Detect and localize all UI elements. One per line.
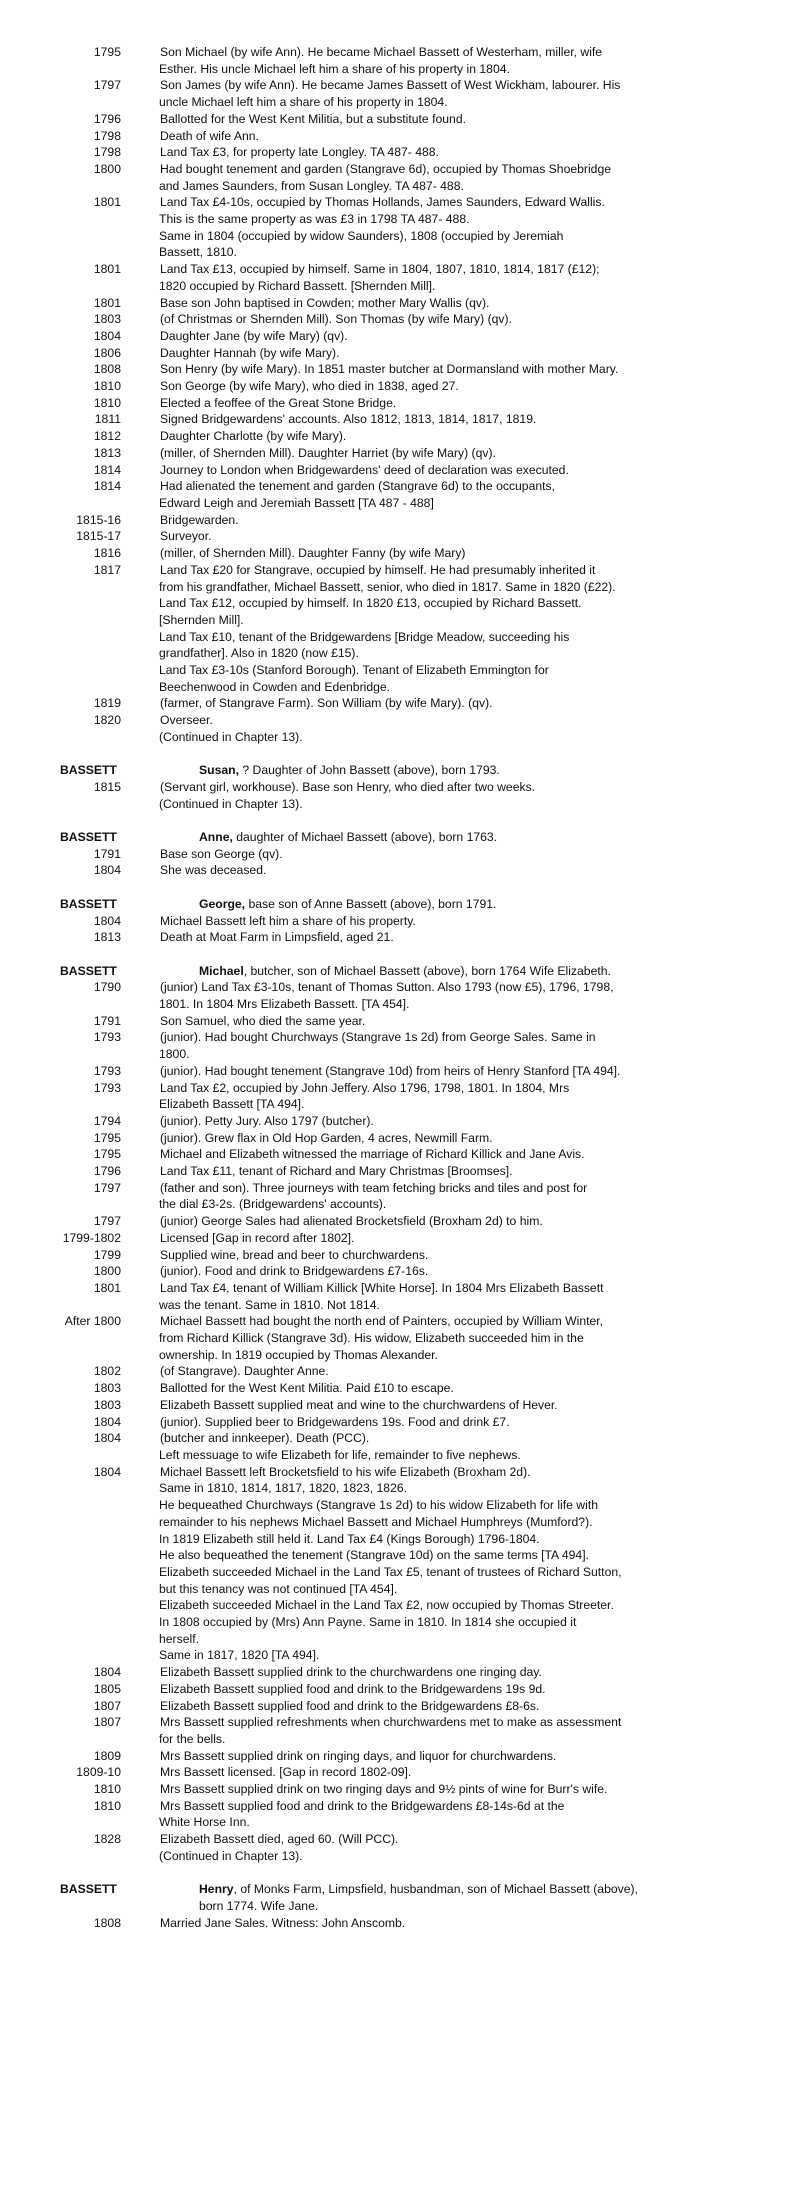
person-name: George, bbox=[199, 896, 246, 911]
entry-line bbox=[0, 862, 790, 879]
entry-line bbox=[0, 1597, 790, 1614]
entry-year: 1813 bbox=[93, 445, 121, 460]
entry-text-cont: the dial £3-2s. (Bridgewardens' accounts). bbox=[159, 1197, 387, 1212]
entry-text-cont: (Continued in Chapter 13). bbox=[159, 1848, 303, 1863]
entry-line bbox=[0, 846, 790, 863]
entry-year: 1804 bbox=[93, 913, 121, 928]
entry-line bbox=[0, 629, 790, 646]
entry-year: 1803 bbox=[93, 1381, 121, 1396]
entry-line bbox=[0, 445, 790, 462]
section-heading bbox=[0, 762, 790, 779]
surname: BASSETT bbox=[60, 763, 117, 778]
entry-line bbox=[0, 1213, 790, 1230]
entry-text: Surveyor. bbox=[160, 529, 212, 544]
entry-text-cont: 1820 occupied by Richard Bassett. [Shernden Mill]. bbox=[159, 278, 436, 293]
entry-text-cont: Same in 1817, 1820 [TA 494]. bbox=[159, 1648, 320, 1663]
entry-year: 1798 bbox=[93, 128, 121, 143]
entry-line bbox=[0, 1531, 790, 1548]
entry-text: Signed Bridgewardens' accounts. Also 1812, 1813, 1814, 1817, 1819. bbox=[160, 412, 537, 427]
person-name: Anne, bbox=[199, 830, 233, 845]
entry-line bbox=[0, 1764, 790, 1781]
entry-line bbox=[0, 528, 790, 545]
entry-line bbox=[0, 1915, 790, 1932]
entry-line bbox=[0, 1647, 790, 1664]
entry-line bbox=[0, 1814, 790, 1831]
entry-year: 1800 bbox=[93, 1264, 121, 1279]
entry-year: 1808 bbox=[93, 1915, 121, 1930]
entry-text: Land Tax £4, tenant of William Killick [White Horse]. In 1804 Mrs Elizabeth Bassett bbox=[160, 1280, 604, 1295]
entry-text: Michael Bassett had bought the north end of Painters, occupied by William Winter, bbox=[160, 1314, 604, 1329]
entry-year: 1809-10 bbox=[76, 1765, 121, 1780]
entry-text: Mrs Bassett supplied drink on two ringing days and 9½ pints of wine for Burr's wife. bbox=[160, 1782, 608, 1797]
entry-line bbox=[0, 679, 790, 696]
entry-year: 1806 bbox=[93, 345, 121, 360]
entry-text-cont: Left messuage to wife Elizabeth for life, remainder to five nephews. bbox=[159, 1448, 521, 1462]
entry-line bbox=[0, 128, 790, 145]
entry-text-cont: Same in 1810, 1814, 1817, 1820, 1823, 1826. bbox=[159, 1481, 408, 1496]
entry-text: Elizabeth Bassett supplied food and drink to the Bridgewardens 19s 9d. bbox=[160, 1681, 546, 1696]
entry-line bbox=[0, 1430, 790, 1447]
entry-text: She was deceased. bbox=[160, 863, 267, 878]
entry-year: 1802 bbox=[93, 1364, 121, 1379]
entry-line bbox=[0, 478, 790, 495]
entry-text-cont: remainder to his nephews Michael Bassett and Michael Humphreys (Mumford?). bbox=[159, 1514, 593, 1529]
entry-text: (junior). Had bought tenement (Stangrave 10d) from heirs of Henry Stanford [TA 494]. bbox=[160, 1063, 621, 1078]
entry-year: 1804 bbox=[93, 328, 121, 343]
entry-text: Son Samuel, who died the same year. bbox=[160, 1013, 366, 1028]
entry-text-cont: In 1819 Elizabeth still held it. Land Tax £4 (Kings Borough) 1796-1804. bbox=[159, 1531, 540, 1546]
entry-line bbox=[0, 61, 790, 78]
entry-line bbox=[0, 796, 790, 813]
entry-text: Base son George (qv). bbox=[160, 846, 283, 861]
entry-line bbox=[0, 395, 790, 412]
entry-line bbox=[0, 1130, 790, 1147]
entry-year: 1804 bbox=[93, 863, 121, 878]
entry-text: Mrs Bassett supplied drink on ringing days, and liquor for churchwardens. bbox=[160, 1748, 557, 1763]
entry-line bbox=[0, 428, 790, 445]
entry-text: Land Tax £4-10s, occupied by Thomas Hollands, James Saunders, Edward Wallis. bbox=[160, 195, 605, 210]
entry-text-cont: White Horse Inn. bbox=[159, 1815, 250, 1830]
entry-line bbox=[0, 44, 790, 61]
entry-year: 1796 bbox=[93, 1164, 121, 1179]
entry-year: 1791 bbox=[93, 1013, 121, 1028]
entry-text: Son Henry (by wife Mary). In 1851 master butcher at Dormansland with mother Mary. bbox=[160, 362, 619, 377]
entry-line bbox=[0, 1146, 790, 1163]
entry-text: (father and son). Three journeys with team fetching bricks and tiles and post for bbox=[160, 1180, 588, 1195]
entry-year: 1799-1802 bbox=[62, 1230, 121, 1245]
entry-line bbox=[0, 979, 790, 996]
entry-line bbox=[0, 1247, 790, 1264]
entry-text-cont: (Continued in Chapter 13). bbox=[159, 796, 303, 811]
entry-text: Bridgewarden. bbox=[160, 512, 239, 527]
person-description: , butcher, son of Michael Bassett (above), born 1764 Wife Elizabeth. bbox=[243, 963, 611, 978]
entry-text: Michael and Elizabeth witnessed the marriage of Richard Killick and Jane Avis. bbox=[160, 1147, 585, 1162]
heading-text bbox=[199, 896, 790, 913]
entry-text: Married Jane Sales. Witness: John Anscomb. bbox=[160, 1915, 406, 1930]
entry-text: Michael Bassett left Brocketsfield to his wife Elizabeth (Broxham 2d). bbox=[160, 1464, 531, 1479]
entry-text-cont: was the tenant. Same in 1810. Not 1814. bbox=[159, 1297, 380, 1312]
entry-text: (farmer, of Stangrave Farm). Son William (by wife Mary). (qv). bbox=[160, 696, 493, 711]
entry-line bbox=[0, 94, 790, 111]
entry-text-cont: Land Tax £3-10s (Stanford Borough). Tenant of Elizabeth Emmington for bbox=[159, 663, 549, 678]
entry-year: 1816 bbox=[93, 546, 121, 561]
entry-line bbox=[0, 512, 790, 529]
surname: BASSETT bbox=[60, 1882, 117, 1897]
entry-line bbox=[0, 1046, 790, 1063]
entry-year: 1798 bbox=[93, 145, 121, 160]
entry-text-cont: but this tenancy was not continued [TA 454]. bbox=[159, 1581, 398, 1596]
entry-section bbox=[0, 896, 790, 946]
entry-line bbox=[0, 1230, 790, 1247]
entry-year: 1796 bbox=[93, 111, 121, 126]
entry-text-cont: grandfather]. Also in 1820 (now £15). bbox=[159, 646, 359, 661]
entry-line bbox=[0, 144, 790, 161]
entry-text: Mrs Bassett licensed. [Gap in record 1802-09]. bbox=[160, 1765, 412, 1780]
entry-text-cont: [Shernden Mill]. bbox=[159, 612, 244, 627]
entry-year: 1808 bbox=[93, 362, 121, 377]
entry-line bbox=[0, 194, 790, 211]
entry-year: 1803 bbox=[93, 312, 121, 327]
entry-text: Elizabeth Bassett died, aged 60. (Will PCC). bbox=[160, 1832, 399, 1847]
entry-year: 1809 bbox=[93, 1748, 121, 1763]
entry-text: Land Tax £11, tenant of Richard and Mary Christmas [Broomses]. bbox=[160, 1164, 513, 1179]
entry-text-cont: Bassett, 1810. bbox=[159, 245, 237, 260]
entry-text: Licensed [Gap in record after 1802]. bbox=[160, 1230, 355, 1245]
entry-text-cont: He also bequeathed the tenement (Stangrave 10d) on the same terms [TA 494]. bbox=[159, 1548, 589, 1563]
entry-line bbox=[0, 1263, 790, 1280]
entry-text-cont: Land Tax £12, occupied by himself. In 1820 £13, occupied by Richard Bassett. bbox=[159, 596, 582, 611]
entry-year: 1801 bbox=[93, 195, 121, 210]
entry-line bbox=[0, 311, 790, 328]
entry-year: 1804 bbox=[93, 1665, 121, 1680]
entry-line bbox=[0, 1080, 790, 1097]
section-heading bbox=[0, 963, 790, 980]
entry-text: Michael Bassett left him a share of his property. bbox=[160, 913, 416, 928]
entry-line bbox=[0, 411, 790, 428]
entry-text: (miller, of Shernden Mill). Daughter Harriet (by wife Mary) (qv). bbox=[160, 445, 496, 460]
entry-text: Land Tax £13, occupied by himself. Same in 1804, 1807, 1810, 1814, 1817 (£12); bbox=[160, 262, 600, 277]
entry-text-cont: This is the same property as was £3 in 1798 TA 487- 488. bbox=[159, 212, 470, 227]
entry-line bbox=[0, 1664, 790, 1681]
entry-text: (Servant girl, workhouse). Base son Henry, who died after two weeks. bbox=[160, 779, 536, 794]
entry-year: 1807 bbox=[93, 1698, 121, 1713]
entry-text: Ballotted for the West Kent Militia, but a substitute found. bbox=[160, 111, 466, 126]
entry-line bbox=[0, 361, 790, 378]
entry-text: Journey to London when Bridgewardens' deed of declaration was executed. bbox=[160, 462, 569, 477]
entry-year: 1810 bbox=[93, 395, 121, 410]
entry-text-cont: Land Tax £10, tenant of the Bridgewardens [Bridge Meadow, succeeding his bbox=[159, 629, 570, 644]
entry-text: (butcher and innkeeper). Death (PCC). bbox=[160, 1431, 370, 1446]
section-heading bbox=[0, 1881, 790, 1914]
entry-text-cont: 1801. In 1804 Mrs Elizabeth Bassett. [TA 454]. bbox=[159, 997, 410, 1012]
entry-line bbox=[0, 712, 790, 729]
entry-line bbox=[0, 345, 790, 362]
entry-year: 1811 bbox=[94, 412, 121, 427]
entry-text: Elizabeth Bassett supplied drink to the churchwardens one ringing day. bbox=[160, 1665, 542, 1680]
entry-line bbox=[0, 462, 790, 479]
person-description: ? Daughter of John Bassett (above), born 1793. bbox=[238, 763, 500, 778]
entry-line bbox=[0, 1013, 790, 1030]
entry-text: Had bought tenement and garden (Stangrave 6d), occupied by Thomas Shoebridge bbox=[160, 161, 612, 176]
entry-line bbox=[0, 1831, 790, 1848]
entry-text-cont: Elizabeth Bassett [TA 494]. bbox=[159, 1097, 305, 1112]
entry-text-cont: 1800. bbox=[159, 1047, 190, 1062]
entry-line bbox=[0, 495, 790, 512]
entry-section bbox=[0, 829, 790, 879]
entry-text: Daughter Charlotte (by wife Mary). bbox=[160, 429, 347, 444]
entry-year: 1813 bbox=[93, 930, 121, 945]
entry-line bbox=[0, 1380, 790, 1397]
entry-line bbox=[0, 1698, 790, 1715]
entry-year: 1817 bbox=[93, 562, 121, 577]
entry-line bbox=[0, 1514, 790, 1531]
entry-text: (junior). Grew flax in Old Hop Garden, 4 acres, Newmill Farm. bbox=[160, 1130, 493, 1145]
entry-year: 1828 bbox=[93, 1832, 121, 1847]
person-name: Susan, bbox=[199, 763, 239, 778]
person-name: Henry bbox=[199, 1882, 234, 1897]
entry-text: Ballotted for the West Kent Militia. Paid £10 to escape. bbox=[160, 1381, 454, 1396]
entry-text: Had alienated the tenement and garden (Stangrave 6d) to the occupants, bbox=[160, 479, 556, 494]
entry-text-cont: from his grandfather, Michael Bassett, senior, who died in 1817. Same in 1820 (£22). bbox=[159, 579, 616, 594]
entry-line bbox=[0, 378, 790, 395]
entry-line bbox=[0, 1063, 790, 1080]
entry-year: 1804 bbox=[93, 1464, 121, 1479]
entry-text: Son James (by wife Ann). He became James Bassett of West Wickham, labourer. His bbox=[160, 78, 621, 93]
entry-text: (junior) Land Tax £3-10s, tenant of Thomas Sutton. Also 1793 (now £5), 1796, 1798, bbox=[160, 980, 614, 995]
person-description: daughter of Michael Bassett (above), born 1763. bbox=[232, 830, 498, 845]
entry-line bbox=[0, 1414, 790, 1431]
section-heading bbox=[0, 829, 790, 846]
entry-line bbox=[0, 1029, 790, 1046]
entry-year: 1815-17 bbox=[76, 529, 121, 544]
entry-line bbox=[0, 1397, 790, 1414]
entry-year: 1812 bbox=[93, 429, 121, 444]
entry-year: 1819 bbox=[93, 696, 121, 711]
entry-year: 1804 bbox=[93, 1431, 121, 1446]
entry-year: 1797 bbox=[93, 78, 121, 93]
entry-year: 1807 bbox=[93, 1715, 121, 1730]
entry-line bbox=[0, 1564, 790, 1581]
entry-line bbox=[0, 295, 790, 312]
entry-text-cont: from Richard Killick (Stangrave 3d). His widow, Elizabeth succeeded him in the bbox=[159, 1331, 584, 1346]
entry-line bbox=[0, 244, 790, 261]
entry-line bbox=[0, 1547, 790, 1564]
entry-line bbox=[0, 77, 790, 94]
entry-year: 1814 bbox=[93, 462, 121, 477]
entry-section bbox=[0, 963, 790, 1865]
entry-text: Elizabeth Bassett supplied food and drink to the Bridgewardens £8-6s. bbox=[160, 1698, 540, 1713]
entry-year: 1799 bbox=[93, 1247, 121, 1262]
entry-line bbox=[0, 562, 790, 579]
entry-line bbox=[0, 1497, 790, 1514]
entry-line bbox=[0, 612, 790, 629]
entry-line bbox=[0, 1163, 790, 1180]
entry-line bbox=[0, 545, 790, 562]
entry-line bbox=[0, 1363, 790, 1380]
entry-text-cont: He bequeathed Churchways (Stangrave 1s 2d) to his widow Elizabeth for life with bbox=[159, 1498, 598, 1513]
entry-line bbox=[0, 1313, 790, 1330]
entry-section bbox=[0, 44, 790, 746]
entry-year: 1794 bbox=[93, 1113, 121, 1128]
entry-text: Son Michael (by wife Ann). He became Michael Bassett of Westerham, miller, wife bbox=[160, 45, 603, 59]
entry-year: 1791 bbox=[93, 846, 121, 861]
heading-text bbox=[199, 762, 790, 779]
surname: BASSETT bbox=[60, 896, 117, 911]
entry-line bbox=[0, 1798, 790, 1815]
surname: BASSETT bbox=[60, 830, 117, 845]
section-heading bbox=[0, 896, 790, 913]
entry-year: 1815-16 bbox=[76, 512, 121, 527]
entry-line bbox=[0, 1581, 790, 1598]
entry-text: Daughter Jane (by wife Mary) (qv). bbox=[160, 328, 348, 343]
entry-year: 1797 bbox=[93, 1214, 121, 1229]
heading-text bbox=[199, 829, 790, 846]
entry-text: (miller, of Shernden Mill). Daughter Fanny (by wife Mary) bbox=[160, 546, 466, 561]
entry-line bbox=[0, 261, 790, 278]
entry-line bbox=[0, 1681, 790, 1698]
entry-text-cont: and James Saunders, from Susan Longley. TA 487- 488. bbox=[159, 178, 464, 193]
entry-line bbox=[0, 929, 790, 946]
entry-text-cont: Elizabeth succeeded Michael in the Land Tax £2, now occupied by Thomas Streeter. bbox=[159, 1598, 614, 1613]
entry-text: (of Stangrave). Daughter Anne. bbox=[160, 1364, 329, 1379]
entry-line bbox=[0, 1096, 790, 1113]
entry-year: 1790 bbox=[93, 980, 121, 995]
entry-text: (of Christmas or Shernden Mill). Son Thomas (by wife Mary) (qv). bbox=[160, 312, 512, 327]
entry-line bbox=[0, 579, 790, 596]
entry-text: Death of wife Ann. bbox=[160, 128, 259, 143]
entry-year: 1793 bbox=[93, 1080, 121, 1095]
entry-text-cont: Edward Leigh and Jeremiah Bassett [TA 487 - 488] bbox=[159, 495, 434, 510]
entry-text: Elected a feoffee of the Great Stone Bridge. bbox=[160, 395, 397, 410]
entry-text: (junior) George Sales had alienated Brocketsfield (Broxham 2d) to him. bbox=[160, 1214, 543, 1229]
entry-year: 1805 bbox=[93, 1681, 121, 1696]
entry-line bbox=[0, 1180, 790, 1197]
heading-text bbox=[199, 963, 790, 980]
surname: BASSETT bbox=[60, 963, 117, 978]
entry-year: 1800 bbox=[93, 161, 121, 176]
entry-text: Elizabeth Bassett supplied meat and wine to the churchwardens of Hever. bbox=[160, 1397, 558, 1412]
entry-line bbox=[0, 645, 790, 662]
entry-text: (junior). Had bought Churchways (Stangrave 1s 2d) from George Sales. Same in bbox=[160, 1030, 596, 1045]
entry-year: 1797 bbox=[93, 1180, 121, 1195]
person-description: base son of Anne Bassett (above), born 1791. bbox=[245, 896, 497, 911]
entry-line bbox=[0, 1480, 790, 1497]
entry-text: Son George (by wife Mary), who died in 1838, aged 27. bbox=[160, 379, 459, 394]
entry-line bbox=[0, 1731, 790, 1748]
entry-line bbox=[0, 278, 790, 295]
entry-year: After 1800 bbox=[64, 1314, 121, 1329]
entry-line bbox=[0, 161, 790, 178]
entry-year: 1795 bbox=[93, 1130, 121, 1145]
entry-text: (junior). Food and drink to Bridgewardens £7-16s. bbox=[160, 1264, 429, 1279]
entry-text: Mrs Bassett supplied food and drink to the Bridgewardens £8-14s-6d at the bbox=[160, 1798, 565, 1813]
entry-line bbox=[0, 595, 790, 612]
entry-text: Land Tax £20 for Stangrave, occupied by himself. He had presumably inherited it bbox=[160, 562, 596, 577]
entry-year: 1810 bbox=[93, 1798, 121, 1813]
entry-text-cont: uncle Michael left him a share of his property in 1804. bbox=[159, 95, 448, 110]
entry-line bbox=[0, 1196, 790, 1213]
entry-text: Supplied wine, bread and beer to churchwardens. bbox=[160, 1247, 429, 1262]
entry-line bbox=[0, 913, 790, 930]
entry-year: 1801 bbox=[93, 262, 121, 277]
heading-text bbox=[199, 1881, 790, 1914]
person-name: Michael bbox=[199, 963, 244, 978]
entry-text-cont: ownership. In 1819 occupied by Thomas Alexander. bbox=[159, 1347, 438, 1362]
entry-text: Land Tax £3, for property late Longley. TA 487- 488. bbox=[160, 145, 439, 160]
entry-line bbox=[0, 1464, 790, 1481]
entry-year: 1793 bbox=[93, 1063, 121, 1078]
entry-line bbox=[0, 662, 790, 679]
entry-year: 1801 bbox=[93, 1280, 121, 1295]
entry-text: Base son John baptised in Cowden; mother Mary Wallis (qv). bbox=[160, 295, 490, 310]
entry-line bbox=[0, 1280, 790, 1297]
entry-section bbox=[0, 1881, 790, 1931]
entry-text: (junior). Supplied beer to Bridgewardens 19s. Food and drink £7. bbox=[160, 1414, 510, 1429]
entry-text-cont: Beechenwood in Cowden and Edenbridge. bbox=[159, 679, 391, 694]
entry-line bbox=[0, 695, 790, 712]
entry-year: 1803 bbox=[93, 1397, 121, 1412]
entry-line bbox=[0, 996, 790, 1013]
entry-line bbox=[0, 1748, 790, 1765]
entry-year: 1795 bbox=[93, 1147, 121, 1162]
entry-line bbox=[0, 228, 790, 245]
entry-line bbox=[0, 1631, 790, 1648]
entry-text: Death at Moat Farm in Limpsfield, aged 21. bbox=[160, 930, 394, 945]
person-description: , of Monks Farm, Limpsfield, husbandman, son of Michael Bassett (above), bbox=[233, 1882, 638, 1897]
entry-text-cont: Same in 1804 (occupied by widow Saunders), 1808 (occupied by Jeremiah bbox=[159, 228, 564, 243]
entry-line bbox=[0, 211, 790, 228]
entry-line bbox=[0, 1848, 790, 1865]
entry-year: 1795 bbox=[93, 45, 121, 59]
entry-year: 1820 bbox=[93, 713, 121, 728]
entry-year: 1810 bbox=[93, 1782, 121, 1797]
entry-text-cont: herself. bbox=[159, 1631, 199, 1646]
entry-line bbox=[0, 111, 790, 128]
entry-year: 1815 bbox=[93, 779, 121, 794]
entry-text-cont: In 1808 occupied by (Mrs) Ann Payne. Same in 1810. In 1814 she occupied it bbox=[159, 1615, 577, 1630]
entry-year: 1810 bbox=[93, 379, 121, 394]
entry-text: Mrs Bassett supplied refreshments when churchwardens met to make as assessment bbox=[160, 1715, 622, 1730]
entry-line bbox=[0, 1347, 790, 1364]
entry-text: Overseer. bbox=[160, 713, 213, 728]
entry-line bbox=[0, 779, 790, 796]
entry-year: 1814 bbox=[93, 479, 121, 494]
person-description-cont: born 1774. Wife Jane. bbox=[199, 1898, 319, 1913]
entry-line bbox=[0, 1614, 790, 1631]
entry-year: 1793 bbox=[93, 1030, 121, 1045]
entry-line bbox=[0, 1113, 790, 1130]
entry-text-cont: Esther. His uncle Michael left him a share of his property in 1804. bbox=[159, 61, 510, 76]
entry-text: (junior). Petty Jury. Also 1797 (butcher). bbox=[160, 1113, 374, 1128]
entry-text-cont: for the bells. bbox=[159, 1731, 226, 1746]
entry-line bbox=[0, 1447, 790, 1464]
entry-year: 1804 bbox=[93, 1414, 121, 1429]
entry-text: Daughter Hannah (by wife Mary). bbox=[160, 345, 340, 360]
entry-line bbox=[0, 1330, 790, 1347]
entry-text: Land Tax £2, occupied by John Jeffery. Also 1796, 1798, 1801. In 1804, Mrs bbox=[160, 1080, 570, 1095]
entry-line bbox=[0, 1297, 790, 1314]
entry-text-cont: (Continued in Chapter 13). bbox=[159, 729, 303, 744]
entry-year: 1801 bbox=[93, 295, 121, 310]
entry-line bbox=[0, 729, 790, 746]
entry-line bbox=[0, 1714, 790, 1731]
entry-line bbox=[0, 178, 790, 195]
entry-line bbox=[0, 1781, 790, 1798]
entry-line bbox=[0, 328, 790, 345]
entry-text-cont: Elizabeth succeeded Michael in the Land Tax £5, tenant of trustees of Richard Sutton, bbox=[159, 1564, 622, 1579]
entry-section bbox=[0, 762, 790, 812]
